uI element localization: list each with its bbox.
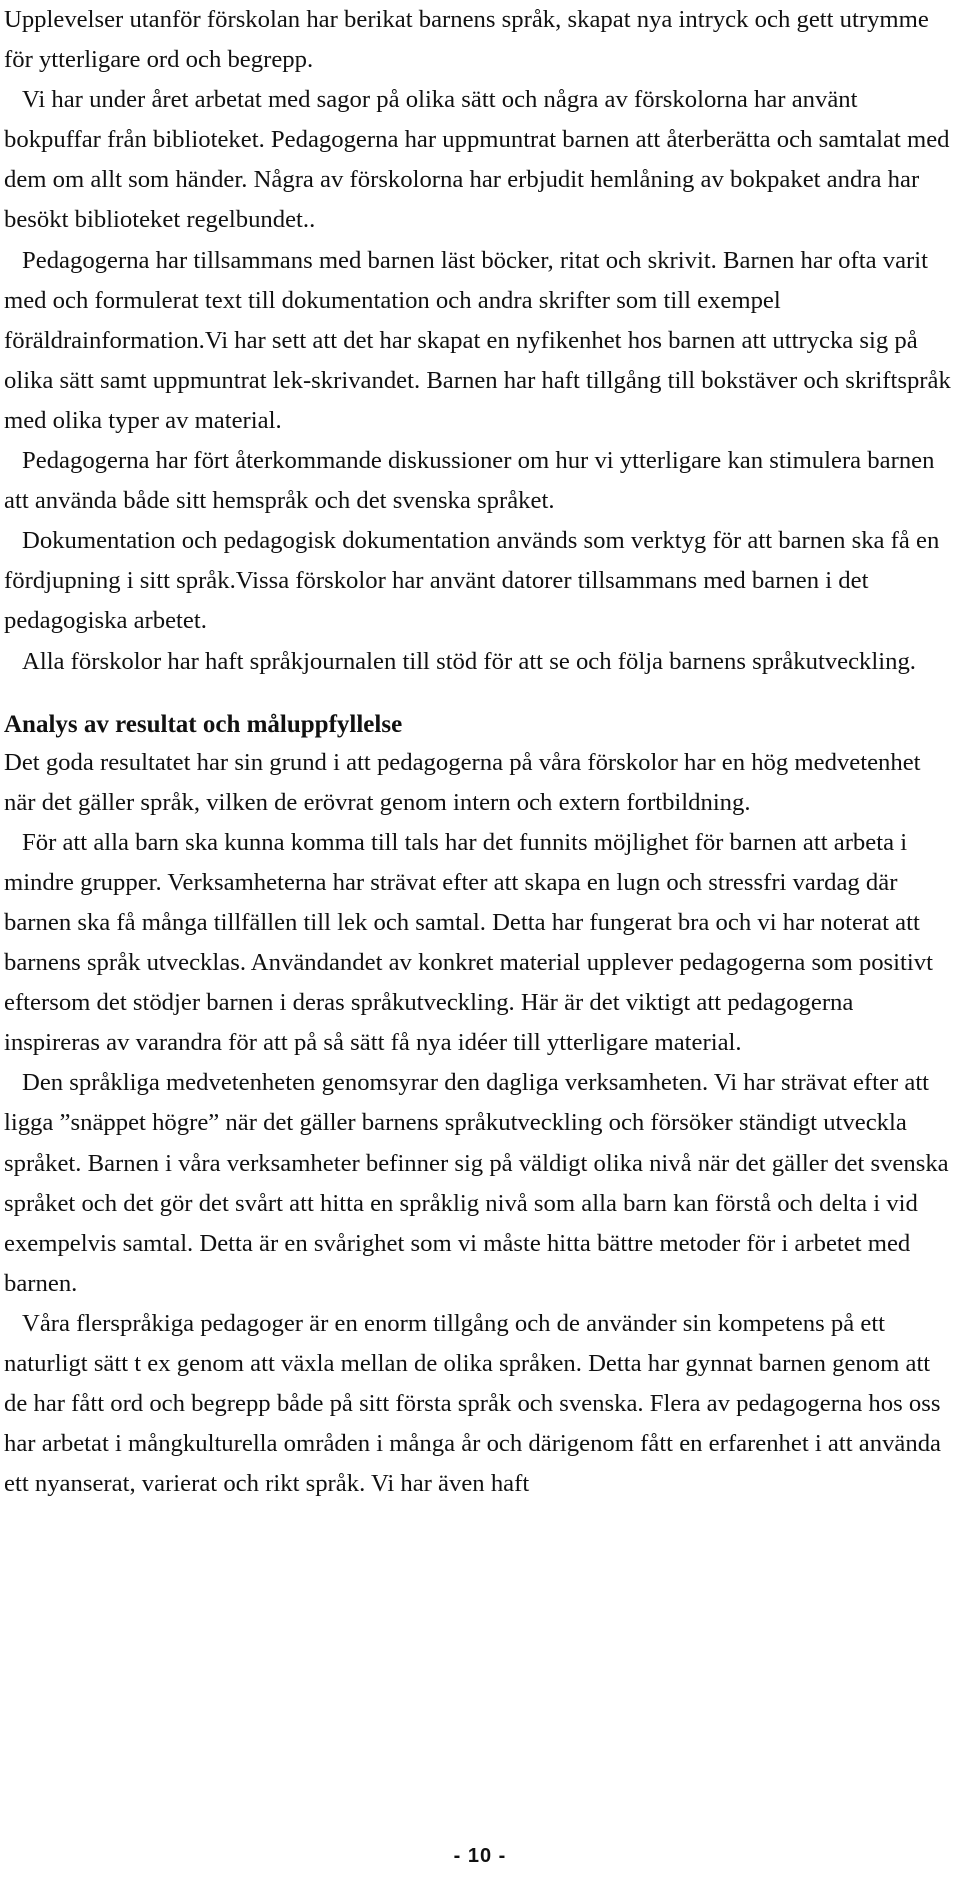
page-number: - 10 -	[453, 1845, 507, 1867]
paragraph: För att alla barn ska kunna komma till tals har det funnits möjlighet för barnen att arbeta i mindre grupper. Verksamheterna har strävat efter att skapa en lugn och stressfri vardag där barnen ska få många tillfällen till lek och samtal. Detta har fungerat bra och vi har noterat att barnens språk utvecklas. Användandet av konkret material upplever pedagogerna som positivt eftersom det stödjer barnen i deras språkutveckling. Här är det viktigt att pedagogerna inspireras av varandra för att på så sätt få nya idéer till ytterligare material.	[4, 828, 933, 1057]
paragraph: Dokumentation och pedagogisk dokumentation används som verktyg för att barnen ska få en fördjupning i sitt språk.Vissa förskolor har använt datorer tillsammans med barnen i det pedagogiska arbetet.	[4, 527, 940, 635]
paragraph: Våra flerspråkiga pedagoger är en enorm tillgång och de använder sin kompetens på ett naturligt sätt t ex genom att växla mellan de olika språken. Detta har gynnat barnen genom att de har fått ord och begrepp både på sitt första språk och svenska. Flera av pedagogerna hos oss har arbetat i mångkulturella områden i många år och därigenom fått en erfarenhet i att använda ett nyanserat, varierat och rikt språk. Vi har även haft	[4, 1309, 942, 1498]
paragraph: Upplevelser utanför förskolan har berikat barnens språk, skapat nya intryck och gett utrymme för ytterligare ord och begrepp.	[4, 6, 929, 74]
paragraph: Pedagogerna har tillsammans med barnen läst böcker, ritat och skrivit. Barnen har ofta varit med och formulerat text till dokumentation och andra skrifter som till exempel föräldrainformation.Vi har sett att det har skapat en nyfikenhet hos barnen att uttrycka sig på olika sätt samt uppmuntrat lek-skrivandet. Barnen har haft tillgång till bokstäver och skriftspråk med olika typer av material.	[4, 246, 951, 434]
document-body	[4, 0, 954, 1504]
section-heading: Analys av resultat och måluppfyllelse	[4, 710, 403, 738]
paragraph: Den språkliga medvetenheten genomsyrar den dagliga verksamheten. Vi har strävat efter att ligga ”snäppet högre” när det gäller barnens språkutveckling och försöker ständigt utveckla språket. Barnen i våra verksamheter befinner sig på väldigt olika nivå när det gäller det svenska språket och det gör det svårt att hitta en språklig nivå som alla barn kan förstå och delta i vid exempelvis samtal. Detta är en svårighet som vi måste hitta bättre metoder för i arbetet med barnen.	[4, 1069, 949, 1297]
paragraph: Pedagogerna har fört återkommande diskussioner om hur vi ytterligare kan stimulera barnen att använda både sitt hemspråk och det svenska språket.	[4, 447, 935, 515]
paragraph: Alla förskolor har haft språkjournalen till stöd för att se och följa barnens språkutveckling.	[22, 647, 916, 675]
paragraph: Vi har under året arbetat med sagor på olika sätt och några av förskolorna har använt bokpuffar från biblioteket. Pedagogerna har uppmuntrat barnen att återberätta och samtalat med dem om allt som händer. Några av förskolorna har erbjudit hemlåning av bokpaket andra har besökt biblioteket regelbundet..	[4, 86, 950, 234]
paragraph: Det goda resultatet har sin grund i att pedagogerna på våra förskolor har en hög medvetenhet när det gäller språk, vilken de erövrat genom intern och extern fortbildning.	[4, 748, 921, 816]
